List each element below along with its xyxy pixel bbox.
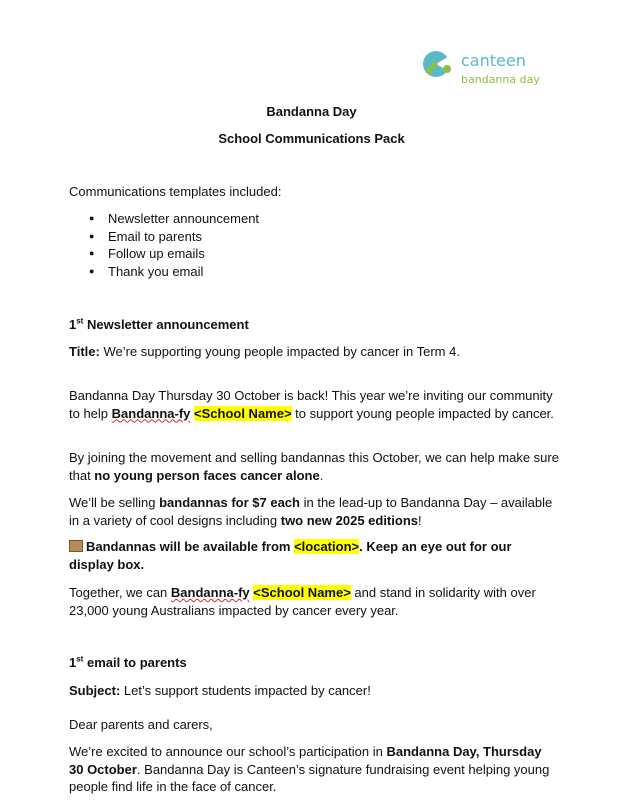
- templates-intro: Communications templates included:: [69, 184, 282, 199]
- location-placeholder: <location>: [294, 539, 360, 554]
- logo-brand: canteen: [461, 51, 526, 70]
- email-paragraph-1: We’re excited to announce our school’s participation in Bandanna Day, Thursday 30 October. Bandanna Day is Canteen’s signature fundraising event helping young people find life in the face of cancer.: [69, 744, 550, 794]
- newsletter-paragraph-3: We’ll be selling bandannas for $7 each in the lead-up to Bandanna Day – available in a variety of cool designs including two new 2025 editions!: [69, 495, 553, 528]
- email-greeting: Dear parents and carers,: [69, 717, 213, 732]
- email-subject: Subject: Let’s support students impacted by cancer!: [69, 683, 371, 698]
- newsletter-paragraph-1: Bandanna Day Thursday 30 October is back! This year we’re inviting our community to help Bandanna-fy <School Name> to support young people impacted by cancer.: [69, 388, 554, 421]
- doc-subtitle: School Communications Pack: [218, 131, 405, 146]
- canteen-logo: [421, 47, 551, 89]
- logo-tagline: bandanna day: [461, 73, 540, 86]
- newsletter-paragraph-4: Bandannas will be available from <location>. Keep an eye out for our display box.: [69, 539, 512, 572]
- box-icon: [69, 540, 83, 552]
- list-item: ● Newsletter announcement: [69, 210, 559, 228]
- school-name-placeholder: <School Name>: [253, 585, 351, 600]
- doc-title: Bandanna Day: [266, 104, 357, 119]
- canteen-logo-icon: [421, 49, 457, 79]
- newsletter-paragraph-2: By joining the movement and selling bandannas this October, we can help make sure that no young person faces cancer alone.: [69, 450, 559, 483]
- newsletter-paragraph-5: Together, we can Bandanna-fy <School Name> and stand in solidarity with over 23,000 young Australians impacted by cancer every year.: [69, 585, 536, 618]
- school-name-placeholder: <School Name>: [194, 405, 292, 421]
- email-heading: 1st email to parents: [69, 654, 187, 670]
- newsletter-title: Title: We’re supporting young people impacted by cancer in Term 4.: [69, 344, 460, 359]
- list-item: ● Thank you email: [69, 263, 559, 281]
- list-item: ● Follow up emails: [69, 245, 559, 263]
- list-item: ● Email to parents: [69, 228, 559, 246]
- templates-list: [69, 210, 559, 280]
- newsletter-heading: 1st Newsletter announcement: [69, 316, 249, 332]
